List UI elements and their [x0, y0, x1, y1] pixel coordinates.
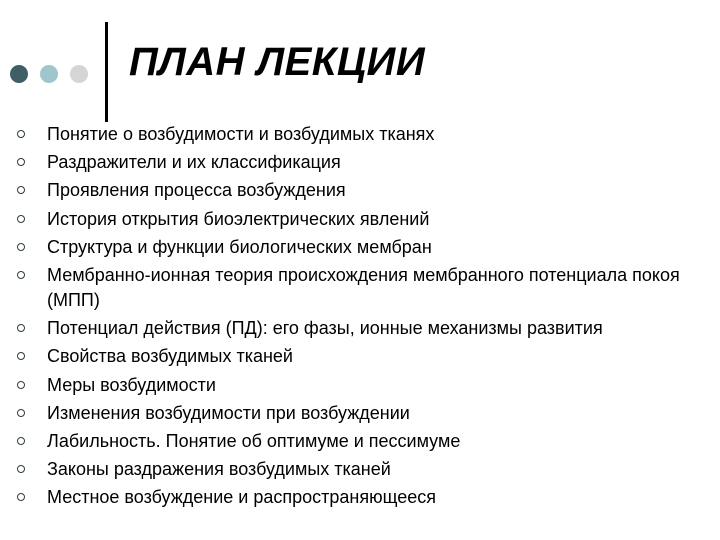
list-item-text: Понятие о возбудимости и возбудимых тканях	[47, 124, 435, 144]
list-item	[0, 344, 720, 369]
bullet-icon	[17, 271, 25, 279]
list-item	[0, 178, 720, 203]
bullet-icon	[17, 130, 25, 138]
bullet-icon	[17, 243, 25, 251]
list-item-text: Лабильность. Понятие об оптимуме и пессимуме	[47, 430, 461, 451]
list-item-text: Мембранно-ионная теория происхождения мембранного потенциала покоя (МПП)	[47, 264, 680, 310]
lecture-plan-list	[0, 122, 720, 513]
dot-gray-icon	[70, 65, 88, 83]
list-item-text: Проявления процесса возбуждения	[47, 180, 346, 201]
bullet-icon	[17, 381, 25, 389]
list-item	[0, 401, 720, 426]
list-item	[0, 429, 720, 454]
bullet-icon	[17, 186, 25, 194]
bullet-icon	[17, 158, 25, 166]
list-item-text: Свойства возбудимых тканей	[47, 346, 293, 367]
slide-title: ПЛАН ЛЕКЦИИ	[129, 40, 426, 84]
list-item-text: Потенциал действия (ПД): его фазы, ионные механизмы развития	[47, 318, 603, 339]
bullet-icon	[17, 409, 25, 417]
list-item	[0, 122, 720, 147]
list-item	[0, 150, 720, 175]
bullet-icon	[17, 324, 25, 332]
bullet-icon	[17, 437, 25, 445]
list-item	[0, 207, 720, 232]
list-item	[0, 235, 720, 260]
list-item	[0, 316, 720, 341]
bullet-icon	[17, 215, 25, 223]
list-item-text: История открытия биоэлектрических явлений	[47, 208, 430, 229]
title-divider	[105, 22, 108, 122]
dot-teal-icon	[40, 65, 58, 83]
bullet-icon	[17, 493, 25, 501]
list-item-text: Местное возбуждение и распространяющееся	[47, 487, 436, 508]
list-item	[0, 485, 720, 510]
list-item-text: Меры возбудимости	[47, 374, 216, 395]
list-item-text: Законы раздражения возбудимых тканей	[47, 459, 391, 480]
bullet-icon	[17, 352, 25, 360]
decorative-dots	[0, 0, 100, 100]
list-item	[0, 457, 720, 482]
list-item	[0, 373, 720, 398]
list-item-text: Структура и функции биологических мембран	[47, 236, 432, 257]
list-item	[0, 263, 720, 313]
list-item-text: Изменения возбудимости при возбуждении	[47, 402, 410, 423]
list-item-text: Раздражители и их классификация	[47, 152, 341, 173]
bullet-icon	[17, 465, 25, 473]
dot-dark-icon	[10, 65, 28, 83]
